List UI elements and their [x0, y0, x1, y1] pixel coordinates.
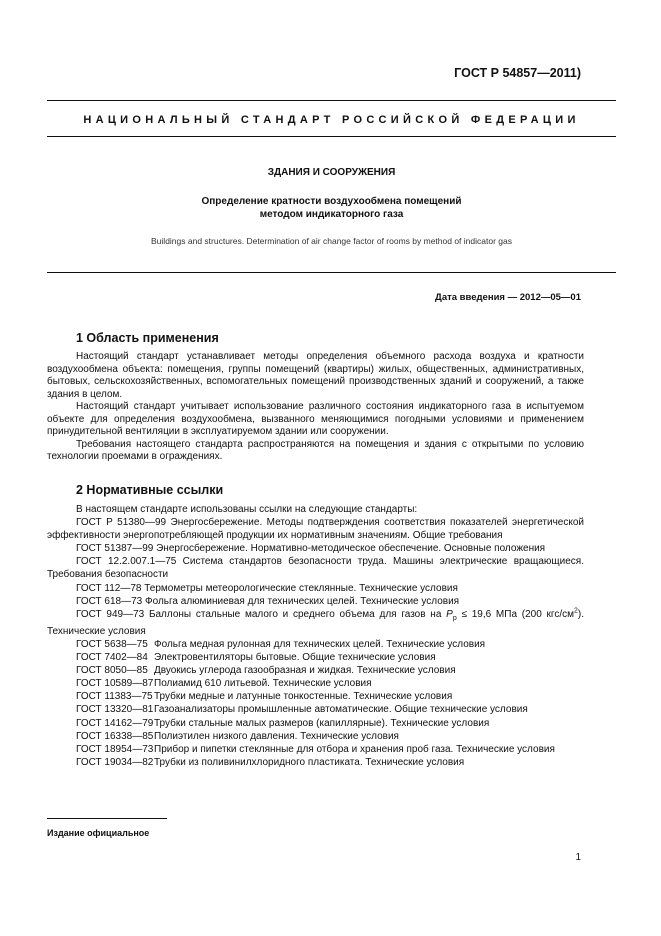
section-1-paragraph: Настоящий стандарт устанавливает методы определения объемного расхода воздуха и кратности воздухообмена объекта: помещения, группы помещений (квартиры) жилых, общественных, административных, бытовых, сельскохозяйственных, вспомогательных помещений производственных зданий и сооружений, а также здания в целом.: [47, 351, 584, 400]
document-subtitle-line2: методом индикаторного газа: [259, 209, 404, 220]
reference-title: Прибор и пипетки стеклянные для отбора и хранения проб газа. Технические условия: [154, 743, 555, 755]
reference-item: [47, 690, 584, 703]
reference-item-balloons: [47, 608, 584, 638]
ref-balloon-text: ГОСТ 949—73 Баллоны стальные малого и среднего объема для газов на: [76, 608, 447, 620]
reference-title: Газоанализаторы промышленные автоматические. Общие технические условия: [154, 704, 528, 716]
reference-item: [47, 717, 584, 730]
unit-superscript: 2: [573, 607, 578, 615]
reference-number: ГОСТ 13320—81: [76, 704, 154, 716]
header-bottom-rule: [47, 136, 616, 137]
reference-title: Трубки медные и латунные тонкостенные. Технические условия: [154, 691, 453, 703]
reference-number: ГОСТ 10589—87: [76, 678, 154, 690]
footer-rule: [47, 818, 167, 819]
reference-number: ГОСТ 19034—82: [76, 756, 154, 768]
reference-item: [47, 743, 584, 756]
reference-item: [47, 651, 584, 664]
references-list: [47, 503, 584, 769]
reference-item: [47, 756, 584, 769]
reference-number: ГОСТ 11383—75: [76, 691, 153, 703]
reference-item: [47, 638, 584, 651]
document-subtitle-line1: Определение кратности воздухообмена помещений: [201, 196, 462, 207]
reference-number: ГОСТ 14162—79: [76, 717, 154, 729]
reference-item: [47, 677, 584, 690]
reference-title: Фольга медная рулонная для технических целей. Технические условия: [154, 638, 486, 650]
reference-number: ГОСТ 5638—75: [76, 638, 148, 650]
pressure-subscript: p: [452, 614, 457, 622]
reference-title: Двуокись углерода газообразная и жидкая. Технические условия: [154, 665, 456, 677]
reference-item: [47, 703, 584, 716]
header-top-rule: [47, 100, 616, 101]
national-standard-heading: НАЦИОНАЛЬНЫЙ СТАНДАРТ РОССИЙСКОЙ ФЕДЕРАЦИИ: [83, 114, 580, 126]
section-1-paragraph: Требования настоящего стандарта распространяются на помещения и здания с открытыми по условию технологии проемами в ограждениях.: [47, 438, 584, 462]
introduction-date: Дата введения — 2012—05—01: [435, 292, 581, 303]
references-intro: В настоящем стандарте использованы ссылки на следующие стандарты:: [76, 504, 418, 515]
document-title: ЗДАНИЯ И СООРУЖЕНИЯ: [267, 167, 396, 178]
english-title: Buildings and structures. Determination of air change factor of rooms by method of indicator gas: [151, 236, 512, 246]
reference-item: [47, 730, 584, 743]
reference-item: ГОСТ Р 51380—99 Энергосбережение. Методы подтверждения соответствия показателей энергетической эффективности энергопотребляющей продукции их нормативным значениям. Общие требования: [47, 517, 584, 542]
section-2-heading: 2 Нормативные ссылки: [76, 483, 224, 497]
reference-number: ГОСТ 16338—85: [76, 730, 154, 742]
reference-item: ГОСТ 112—78 Термометры метеорологические стеклянные. Технические условия: [76, 582, 458, 594]
reference-title: Трубки стальные малых размеров (капиллярные). Технические условия: [154, 717, 490, 729]
section-1-paragraph: Настоящий стандарт учитывает использование различного состояния индикаторного газа в испытуемом объекте для определения воздухообмена, вызванного меняющимися погодными условиями и применением принудительной вентиляции в эксплуатируемом здании или сооружении.: [47, 401, 584, 437]
reference-number: ГОСТ 18954—73: [76, 743, 154, 755]
reference-item: ГОСТ 51387—99 Энергосбережение. Нормативно-методическое обеспечение. Основные положения: [76, 543, 546, 555]
reference-items-tail: [47, 638, 584, 769]
reference-title: Электровентиляторы бытовые. Общие технические условия: [154, 652, 436, 664]
reference-number: ГОСТ 7402—84: [76, 652, 148, 664]
reference-item: [47, 664, 584, 677]
ref-balloon-text: ≤ 19,6 МПа (200 кгс/см: [456, 608, 574, 620]
reference-item: ГОСТ 618—73 Фольга алюминиевая для технических целей. Технические условия: [76, 595, 460, 607]
reference-title: Трубки из поливинилхлоридного пластиката. Технические условия: [154, 756, 465, 768]
section-1-heading: 1 Область применения: [76, 331, 219, 345]
section-1-body: [47, 351, 584, 464]
reference-number: ГОСТ 8050—85: [76, 665, 148, 677]
ref-balloon-text: ). Технические условия: [47, 608, 584, 637]
date-top-rule: [47, 272, 616, 273]
reference-title: Полиэтилен низкого давления. Технические условия: [154, 730, 399, 742]
reference-title: Полиамид 610 литьевой. Технические условия: [154, 678, 372, 690]
document-code: ГОСТ Р 54857—2011): [454, 66, 581, 80]
page-number: 1: [575, 852, 581, 863]
reference-item: ГОСТ 12.2.007.1—75 Система стандартов безопасности труда. Машины электрические вращающиеся. Требования безопасности: [47, 556, 584, 581]
official-edition-note: Издание официальное: [47, 828, 150, 838]
pressure-symbol: P: [446, 608, 453, 620]
